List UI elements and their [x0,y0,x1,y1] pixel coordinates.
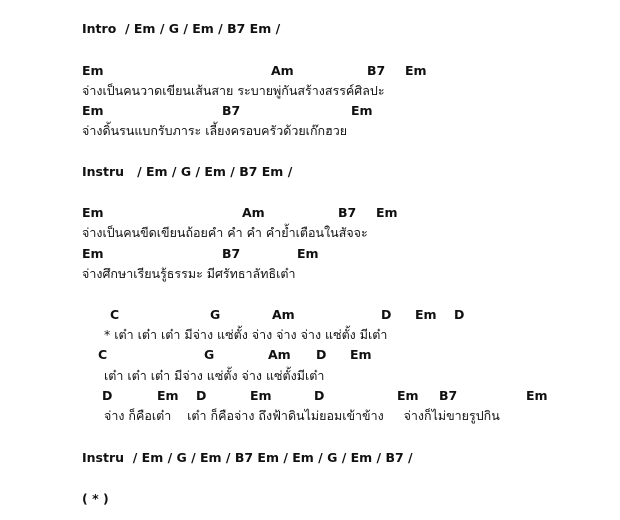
instru-line: Instru / Em / G / Em / B7 Em / Em / G / Em / B7 / [82,450,413,465]
chord: Em [82,63,104,78]
chord: G [210,307,221,322]
lyric-line: เต๋า เต๋า เต๋า มีจ่าง แซ่ตั้ง จ่าง แซ่ตั้งมีเต๋า [104,368,325,383]
chord: Em [415,307,437,322]
lyric-line: จ่างเป็นคนขีดเขียนถ้อยคำ คำ คำ คำย้ำเตือนในสัจจะ [82,225,368,240]
chord: D [196,388,207,403]
chord: B7 [222,246,241,261]
chord: D [316,347,327,362]
chord: Am [272,307,295,322]
chord: D [102,388,113,403]
chord: Em [297,246,319,261]
chord: Em [397,388,419,403]
intro-line: Intro / Em / G / Em / B7 Em / [82,21,281,36]
chord: Em [376,205,398,220]
chord: Am [271,63,294,78]
lyric-line: จ่างดิ้นรนแบกรับภาระ เลี้ยงครอบครัวด้วยเก๊กฮวย [82,123,348,138]
chord: B7 [222,103,241,118]
chord: B7 [439,388,458,403]
chord: D [314,388,325,403]
repeat-marker: ( * ) [82,491,109,506]
chord: G [204,347,215,362]
chord: Em [157,388,179,403]
chord: Em [351,103,373,118]
chord: D [381,307,392,322]
lyric-line: จ่างเป็นคนวาดเขียนเส้นสาย ระบายพู่กันสร้างสรรค์ศิลปะ [82,83,385,98]
chord: D [454,307,465,322]
chord: Em [405,63,427,78]
lyric-line: จ่าง ก็คือเต๋า เต๋า ก็คือจ่าง ถึงฟ้าดินไม่ยอมเข้าข้าง จ่างก็ไม่ขายรูปกิน [104,408,500,423]
chord: C [110,307,120,322]
chord: Em [82,205,104,220]
chord: Am [268,347,291,362]
chord: B7 [367,63,386,78]
instru-line: Instru / Em / G / Em / B7 Em / [82,164,293,179]
chord: Em [350,347,372,362]
lyric-line: จ่างศึกษาเรียนรู้ธรรมะ มีศรัทธาลัทธิเต๋า [82,266,296,281]
chord: C [98,347,108,362]
chord: Em [82,103,104,118]
lyric-line: * เต๋า เต๋า เต๋า มีจ่าง แซ่ตั้ง จ่าง จ่าง จ่าง แซ่ตั้ง มีเต๋า [104,327,388,342]
chord: B7 [338,205,357,220]
chord: Em [526,388,548,403]
chord: Em [250,388,272,403]
chord: Am [242,205,265,220]
chord: Em [82,246,104,261]
